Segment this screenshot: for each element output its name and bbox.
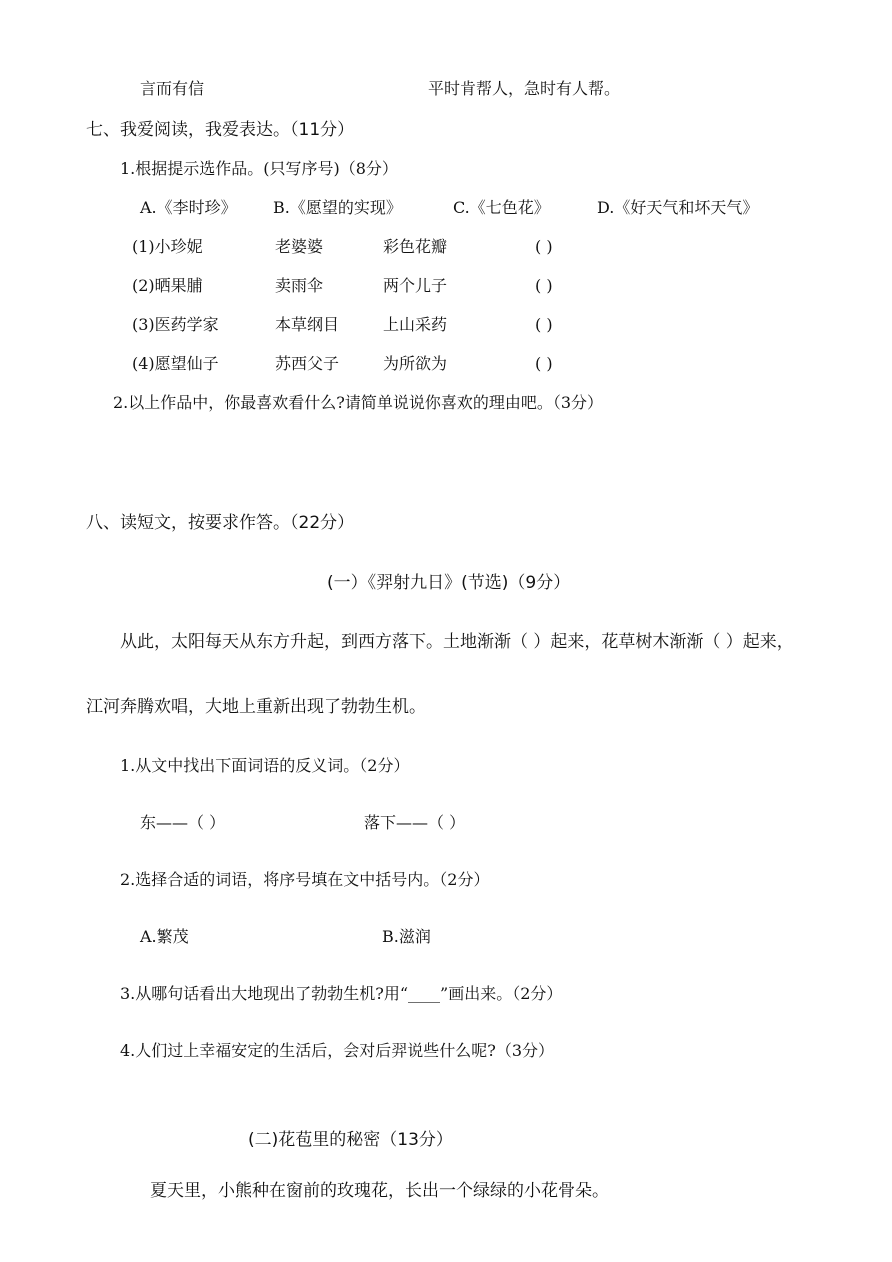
option-d: D.《好天气和坏天气》 — [597, 198, 759, 217]
antonym-east-blank[interactable]: 东——（ ） — [140, 813, 226, 832]
word-option-a: A.繁茂 — [140, 927, 189, 946]
passage-2-title: (二)花苞里的秘密（13分） — [248, 1130, 453, 1150]
proverb-left: 言而有信 — [140, 79, 205, 98]
antonym-fall-blank[interactable]: 落下——（ ） — [364, 813, 466, 832]
section-8-heading: 八、读短文，按要求作答。（22分） — [86, 513, 355, 533]
row-2-clue-1: (2)晒果脯 — [132, 276, 203, 295]
row-1-clue-3: 彩色花瓣 — [383, 237, 448, 256]
passage-1-text-line-1: 从此，太阳每天从东方升起，到西方落下。土地渐渐（ ）起来，花草树木渐渐（ ）起来， — [120, 632, 794, 652]
p1-q1-prompt: 1.从文中找出下面词语的反义词。（2分） — [120, 756, 410, 775]
option-c: C.《七色花》 — [453, 198, 550, 217]
row-3-clue-3: 上山采药 — [383, 315, 448, 334]
option-b: B.《愿望的实现》 — [273, 198, 402, 217]
proverb-right: 平时肯帮人，急时有人帮。 — [428, 79, 621, 98]
word-option-b: B.滋润 — [382, 927, 431, 946]
passage-2-text-line-1: 夏天里，小熊种在窗前的玫瑰花，长出一个绿绿的小花骨朵。 — [150, 1181, 609, 1201]
passage-1-text-line-2: 江河奔腾欢唱，大地上重新出现了勃勃生机。 — [86, 697, 426, 717]
option-a: A.《李时珍》 — [140, 198, 237, 217]
q7-1-prompt: 1.根据提示选作品。(只写序号)（8分） — [120, 159, 398, 178]
row-1-clue-2: 老婆婆 — [275, 237, 324, 256]
passage-1-title: (一）《羿射九日》(节选)（9分） — [327, 573, 571, 593]
row-2-answer-blank[interactable]: ( ) — [535, 276, 553, 295]
row-2-clue-2: 卖雨伞 — [275, 276, 324, 295]
row-1-answer-blank[interactable]: ( ) — [535, 237, 553, 256]
row-4-clue-2: 苏西父子 — [275, 354, 340, 373]
row-4-clue-1: (4)愿望仙子 — [132, 354, 219, 373]
row-4-answer-blank[interactable]: ( ) — [535, 354, 553, 373]
row-3-clue-1: (3)医药学家 — [132, 315, 219, 334]
row-2-clue-3: 两个儿子 — [383, 276, 448, 295]
row-3-answer-blank[interactable]: ( ) — [535, 315, 553, 334]
p1-q3-prompt: 3.从哪句话看出大地现出了勃勃生机?用“____”画出来。（2分） — [120, 984, 563, 1003]
p1-q2-prompt: 2.选择合适的词语，将序号填在文中括号内。（2分） — [120, 870, 490, 889]
p1-q4-prompt: 4.人们过上幸福安定的生活后，会对后羿说些什么呢?（3分） — [120, 1041, 555, 1060]
row-1-clue-1: (1)小珍妮 — [132, 237, 203, 256]
row-4-clue-3: 为所欲为 — [383, 354, 448, 373]
section-7-heading: 七、我爱阅读，我爱表达。（11分） — [86, 120, 355, 140]
q7-2-prompt: 2.以上作品中，你最喜欢看什么?请简单说说你喜欢的理由吧。（3分） — [113, 393, 604, 412]
row-3-clue-2: 本草纲目 — [275, 315, 340, 334]
